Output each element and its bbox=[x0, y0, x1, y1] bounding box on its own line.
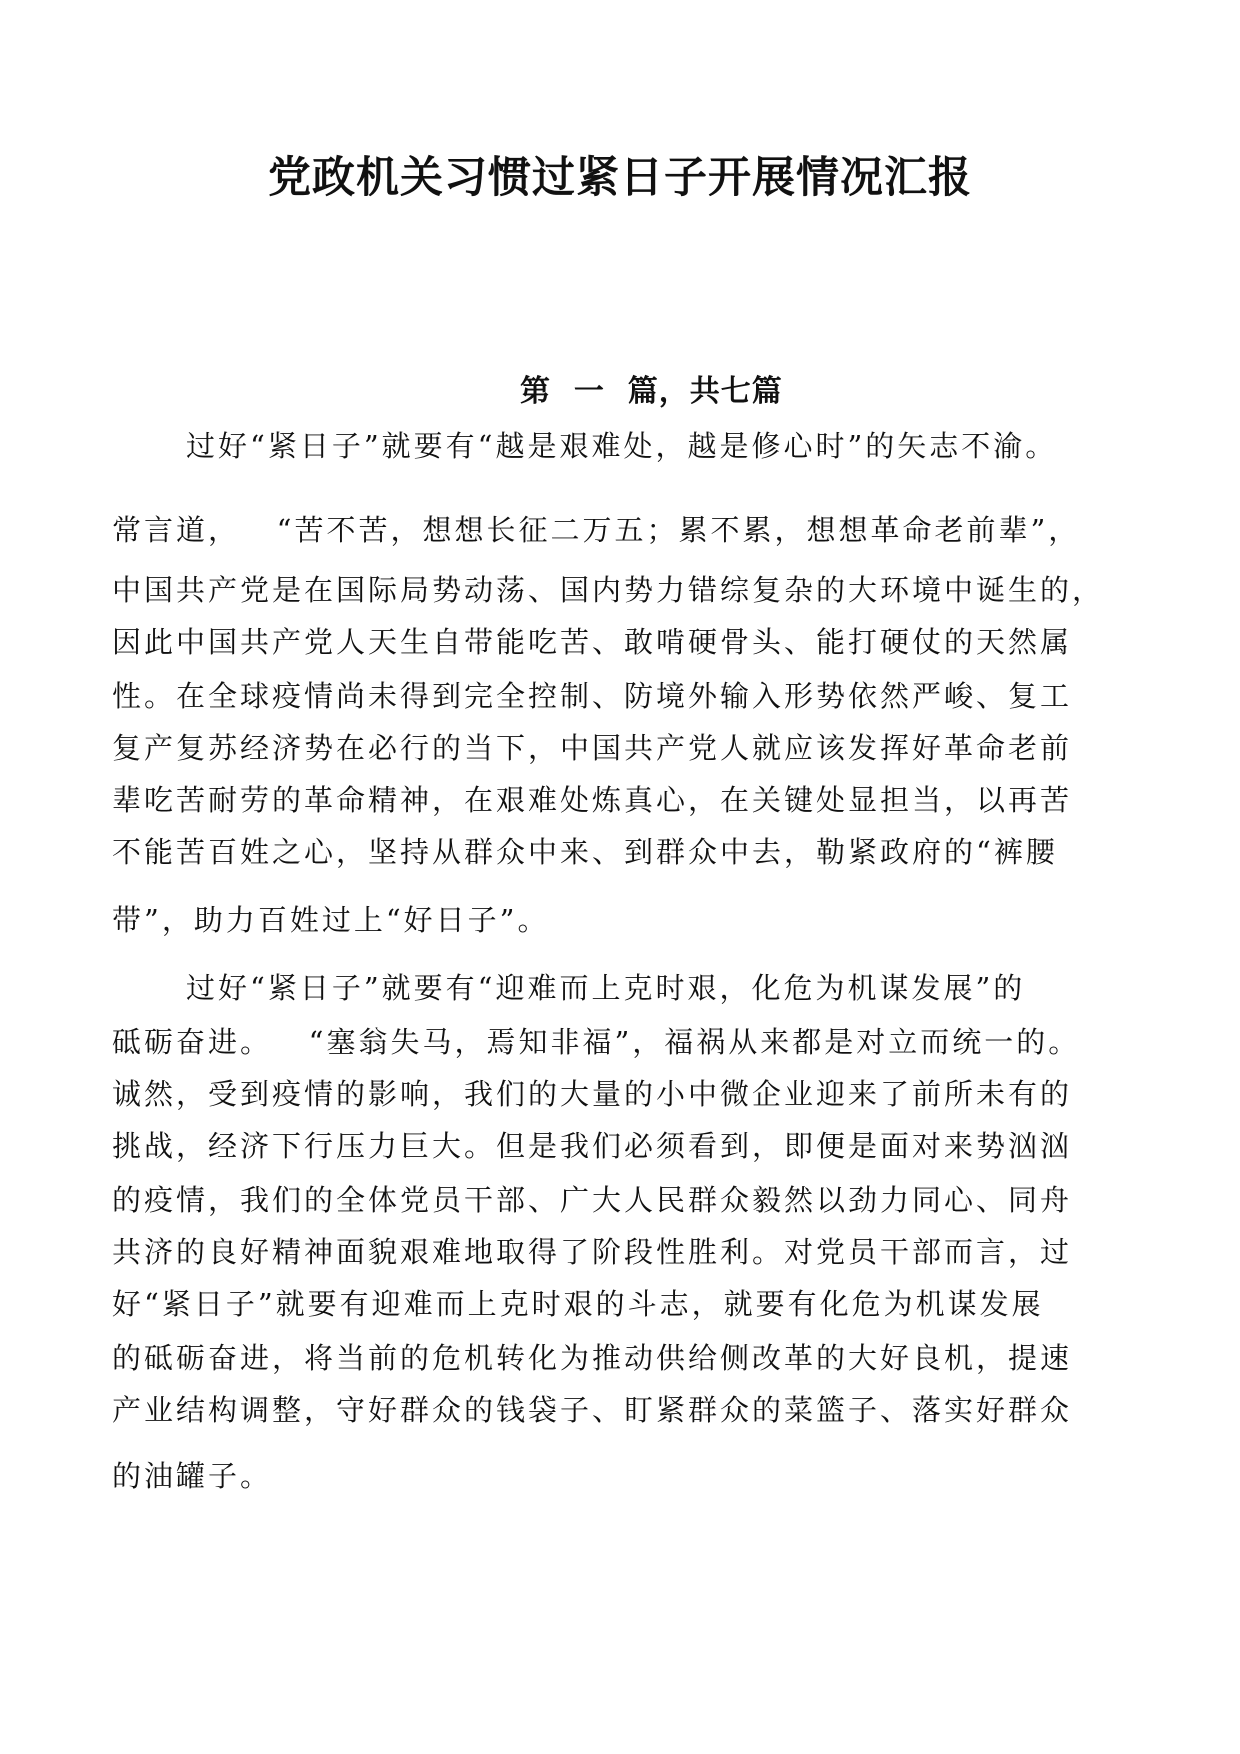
paragraph-line: 的疫情，我们的全体党员干部、广大人民群众毅然以劲力同心、同舟 bbox=[112, 1183, 1073, 1217]
paragraph-line: 挑战，经济下行压力巨大。但是我们必须看到，即便是面对来势汹汹 bbox=[112, 1129, 1073, 1163]
paragraph-line: 砥砺奋进。 “塞翁失马，焉知非福”，福祸从来都是对立而统一的。 bbox=[112, 1025, 1081, 1059]
document-title: 党政机关习惯过紧日子开展情况汇报 bbox=[268, 153, 972, 203]
paragraph-line: 共济的良好精神面貌艰难地取得了阶段性胜利。对党员干部而言，过 bbox=[112, 1235, 1073, 1269]
section-heading: 第 一 篇，共七篇 bbox=[520, 374, 783, 409]
paragraph-line: 中国共产党是在国际局势动荡、国内势力错综复杂的大环境中诞生的， bbox=[112, 573, 1105, 607]
paragraph-line: 的油罐子。 bbox=[112, 1459, 273, 1493]
paragraph-line: 过好“紧日子”就要有“越是艰难处，越是修心时”的矢志不渝。 bbox=[186, 429, 1058, 463]
paragraph-line: 过好“紧日子”就要有“迎难而上克时艰，化危为机谋发展”的 bbox=[186, 971, 1026, 1005]
paragraph-line: 不能苦百姓之心，坚持从群众中来、到群众中去，勒紧政府的“裤腰 bbox=[112, 835, 1058, 869]
paragraph-line: 辈吃苦耐劳的革命精神，在艰难处炼真心，在关键处显担当，以再苦 bbox=[112, 783, 1073, 817]
paragraph-line: 因此中国共产党人天生自带能吃苦、敢啃硬骨头、能打硬仗的天然属 bbox=[112, 625, 1073, 659]
paragraph-line: 好“紧日子”就要有迎难而上克时艰的斗志，就要有化危为机谋发展 bbox=[112, 1287, 1044, 1321]
paragraph-line: 的砥砺奋进，将当前的危机转化为推动供给侧改革的大好良机，提速 bbox=[112, 1341, 1073, 1375]
paragraph-line: 诚然，受到疫情的影响，我们的大量的小中微企业迎来了前所未有的 bbox=[112, 1077, 1073, 1111]
paragraph-line: 产业结构调整，守好群众的钱袋子、盯紧群众的菜篮子、落实好群众 bbox=[112, 1393, 1073, 1427]
paragraph-line: 复产复苏经济势在必行的当下，中国共产党人就应该发挥好革命老前 bbox=[112, 731, 1073, 765]
paragraph-line: 常言道， “苦不苦，想想长征二万五；累不累，想想革命老前辈”， bbox=[112, 513, 1081, 547]
paragraph-line: 性。在全球疫情尚未得到完全控制、防境外输入形势依然严峻、复工 bbox=[112, 679, 1073, 713]
paragraph-line: 带”，助力百姓过上“好日子”。 bbox=[112, 903, 550, 937]
